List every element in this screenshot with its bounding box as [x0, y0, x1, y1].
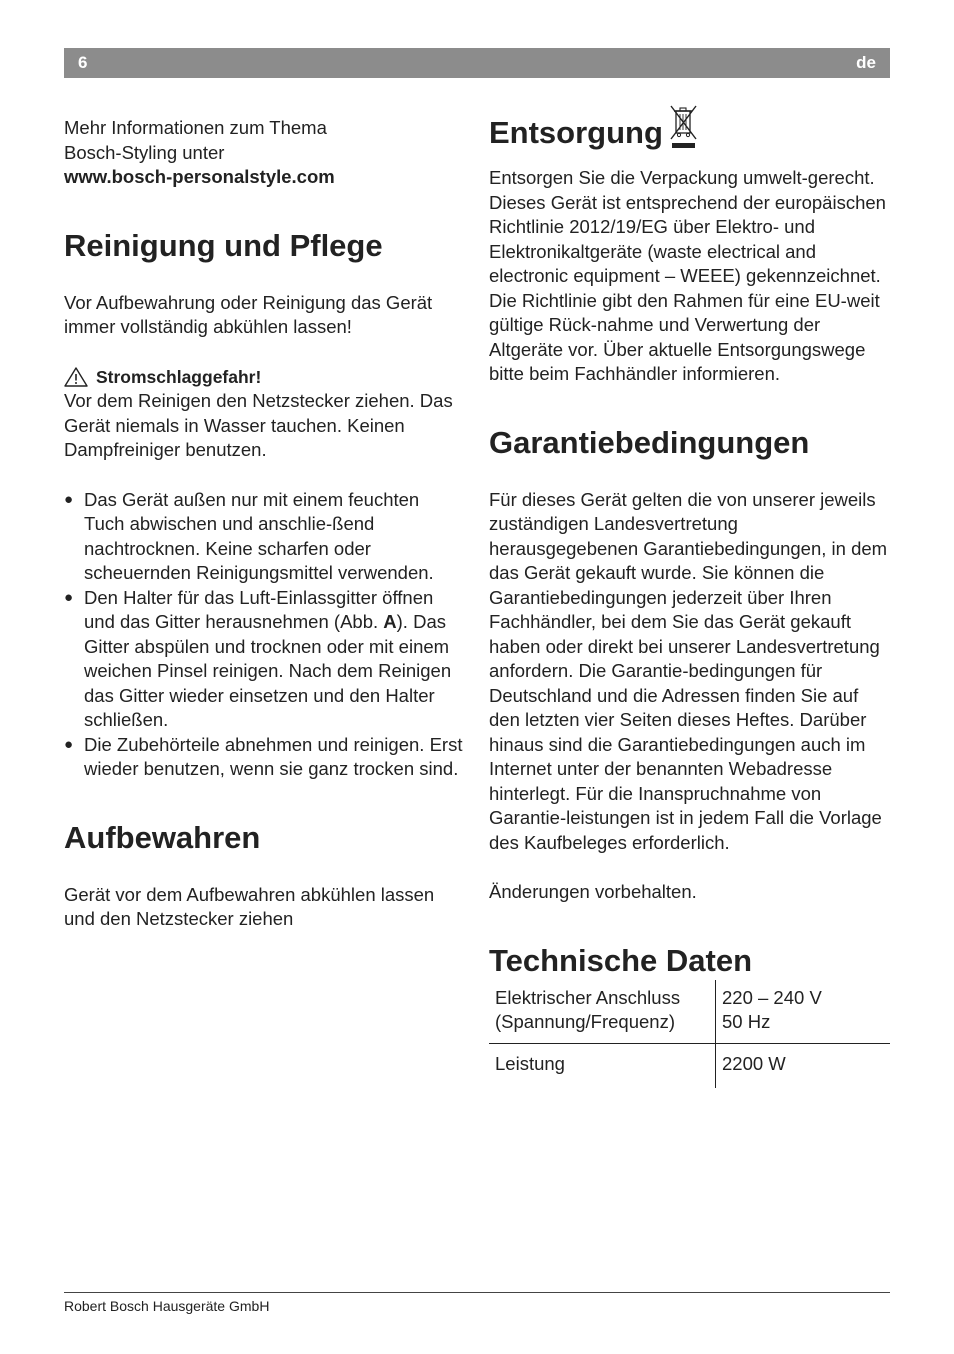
warning-heading — [64, 365, 464, 390]
entsorgung-heading-row — [489, 102, 891, 152]
list-item — [64, 733, 464, 782]
website-link[interactable]: www.bosch-personalstyle.com — [64, 166, 335, 187]
warning-text: Vor dem Reinigen den Netzstecker ziehen. Das Gerät niemals in Wasser tauchen. Keinen Dampfreiniger benutzen. — [64, 390, 453, 460]
crossed-bin-icon — [669, 102, 699, 150]
footer-company: Robert Bosch Hausgeräte GmbH — [64, 1298, 270, 1314]
list-item-text: Das Gerät außen nur mit einem feuchten Tuch abwischen und anschlie-ßend nachtrocknen. Keine scharfen oder scheuernden Reinigungsmittel verwenden. — [84, 488, 434, 583]
list-item — [64, 586, 464, 733]
intro-line-1: Mehr Informationen zum Thema — [64, 117, 327, 138]
garantie-text: Für dieses Gerät gelten die von unserer jeweils zuständigen Landesvertretung herausgegebenen Garantiebedingungen, in dem das Gerät gekauft wurde. Sie können die Garantiebedingungen jederzeit über Ihren Fachhändler, bei dem Sie das Gerät gekauft haben oder direkt bei unserer Landesvertretung anfordern. Die Garantie-bedingungen für Deutschland und die Adressen finden Sie auf den letzten vier Seiten dieses Heftes. Darüber hinaus sind die Garantiebedingungen auch im Internet unter der benannten Webadresse hinterlegt. Für die Inanspruchnahme von Garantie-leistungen ist in jedem Fall die Vorlage des Kaufbeleges erforderlich. — [489, 488, 888, 853]
table-row — [489, 1043, 890, 1088]
bullet-dot: ● — [64, 735, 74, 753]
list-item-text: Die Zubehörteile abnehmen und reinigen. Erst wieder benutzen, wenn sie ganz trocken sind. — [84, 733, 463, 779]
intro-line-2: Bosch-Styling unter — [64, 141, 225, 163]
row-value-line-1: 220 – 240 V — [722, 986, 822, 1008]
figure-reference: A — [383, 611, 397, 632]
bullet-dot: ● — [64, 490, 74, 508]
reinigung-heading: Reinigung und Pflege — [64, 227, 383, 263]
table-row — [489, 980, 890, 1044]
right-column — [489, 102, 891, 1088]
table-value-cell — [716, 980, 891, 1044]
list-item-text-end: ). Das Gitter abspülen und trocknen oder mit einem weichen Pinsel reinigen. Nach dem Reinigen das Gitter wieder einsetzen und den Halter schließen. — [84, 611, 452, 730]
tech-data-table — [489, 980, 890, 1089]
row-value-line-2: 50 Hz — [722, 1011, 771, 1032]
row-label-line-1: Leistung — [495, 1052, 565, 1074]
entsorgung-text: Entsorgen Sie die Verpackung umwelt-gerecht. Dieses Gerät ist entsprechend der europäischen Richtlinie 2012/19/EG über Elektro- und Elektronikaltgeräte (waste electrical and electronic equipment – WEEE) gekennzeichnet. Die Richtlinie gibt den Rahmen für eine EU-weit gültige Rück-nahme und Verwertung der Altgeräte vor. Über aktuelle Entsorgungswege bitte beim Fachhändler informieren. — [489, 167, 886, 384]
reinigung-intro: Vor Aufbewahrung oder Reinigung das Gerät immer vollständig abkühlen lassen! — [64, 291, 433, 337]
aenderungen-text: Änderungen vorbehalten. — [489, 881, 697, 902]
garantie-heading: Garantiebedingungen — [489, 424, 810, 460]
row-value-line-1: 2200 W — [722, 1052, 786, 1074]
language-code: de — [856, 53, 876, 72]
aufbewahren-text: Gerät vor dem Aufbewahren abkühlen lassen und den Netzstecker ziehen — [64, 883, 435, 929]
table-label-cell — [489, 980, 716, 1044]
aufbewahren-heading: Aufbewahren — [64, 819, 261, 855]
list-item — [64, 488, 464, 586]
page-header-bar — [64, 48, 890, 78]
table-label-cell — [489, 1043, 716, 1088]
tech-heading: Technische Daten — [489, 942, 753, 978]
bullet-dot: ● — [64, 588, 74, 606]
warning-triangle-icon — [64, 367, 88, 387]
left-column — [64, 116, 464, 932]
footer-divider — [64, 1292, 890, 1293]
row-label-line-1: Elektrischer Anschluss — [495, 986, 681, 1008]
entsorgung-heading: Entsorgung — [489, 115, 663, 150]
list-item-text-start: Den Halter für das Luft-Einlassgitter öffnen und das Gitter herausnehmen (Abb. — [84, 586, 434, 632]
intro-text — [64, 116, 464, 190]
warning-title: Stromschlaggefahr! — [96, 366, 262, 387]
page-number: 6 — [78, 53, 88, 72]
table-value-cell — [716, 1043, 891, 1088]
row-label-line-2: (Spannung/Frequenz) — [495, 1011, 675, 1032]
cleaning-list — [64, 488, 464, 782]
